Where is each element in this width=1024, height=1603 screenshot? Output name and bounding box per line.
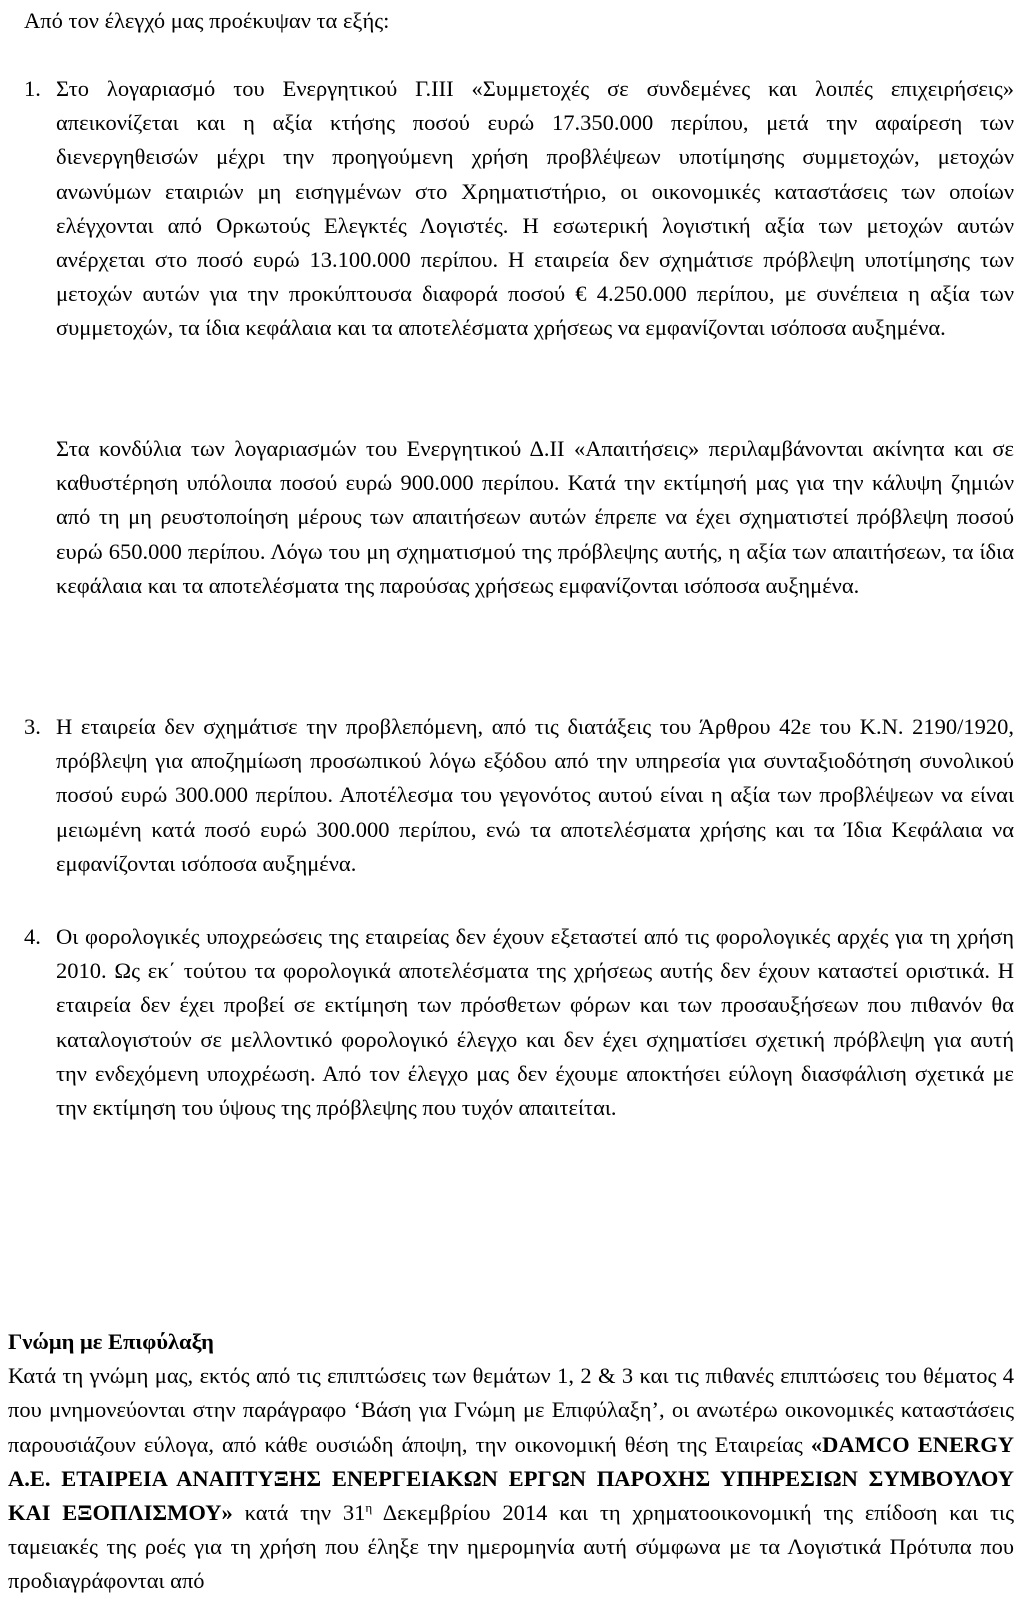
- finding-number: 1.: [24, 76, 41, 101]
- finding-item-1: [24, 72, 1014, 346]
- finding-text: Οι φορολογικές υποχρεώσεις της εταιρείας δεν έχουν εξεταστεί από τις φορολογικές αρχές για τη χρήση 2010. Ως εκ΄ τούτου τα φορολογικά αποτελέσματα της χρήσεως αυτής δεν έχουν καταστεί οριστικά. Η εταιρεία δεν έχει προβεί σε εκτίμηση των πρόσθετων φόρων και των προσαυξήσεων που πιθανόν θα καταλογιστούν σε μελλοντικό φορολογικό έλεγχο και δεν έχει σχηματίσει σχετική πρόβλεψη για αυτή την ενδεχόμενη υποχρέωση. Από τον έλεγχο μας δεν έχουμε αποκτήσει εύλογη διασφάλιση σχετικά με την εκτίμηση του ύψους της πρόβλεψης που τυχόν απαιτείται.: [56, 924, 1014, 1121]
- section-heading: Γνώμη με Επιφύλαξη: [8, 1329, 214, 1354]
- opinion-text-date: κατά την 31: [244, 1500, 366, 1526]
- opinion-paragraph: [8, 1359, 1014, 1598]
- intro-line: Από τον έλεγχό μας προέκυψαν τα εξής:: [24, 8, 390, 33]
- opinion-text-end: Δεκεμβρίου 2014 και τη χρηματοοικονομική της επίδοση και τις ταμειακές της ροές για τη χρήση που έληξε την ημερομηνία αυτή σύμφωνα με τα Λογιστικά Πρότυπα που προδιαγράφονται από: [8, 1500, 1014, 1594]
- finding-number: 3.: [24, 714, 41, 739]
- finding-item-2: Στα κονδύλια των λογαριασμών του Ενεργητικού Δ.ΙΙ «Απαιτήσεις» περιλαμβάνονται ακίνητα και σε καθυστέρηση υπόλοιπα ποσού ευρώ 900.000 περίπου. Κατά την εκτίμησή μας για την κάλυψη ζημιών από τη μη ρευστοποίηση μέρους των απαιτήσεων αυτών έπρεπε να έχει σχηματιστεί πρόβλεψη ποσού ευρώ 650.000 περίπου. Λόγω του μη σχηματισμού της πρόβλεψης αυτής, η αξία των απαιτήσεων, τα ίδια κεφάλαια και τα αποτελέσματα της παρούσας χρήσεως εμφανίζονται ισόποσα αυξημένα.: [56, 436, 1014, 598]
- qualified-opinion-section: [8, 1325, 1014, 1599]
- finding-item-4: [24, 920, 1014, 1125]
- finding-item-3: [24, 710, 1014, 881]
- finding-text: Στο λογαριασμό του Ενεργητικού Γ.ΙΙΙ «Συμμετοχές σε συνδεμένες και λοιπές επιχειρήσεις» απεικονίζεται και η αξία κτήσης ποσού ευρώ 17.350.000 περίπου, μετά την αφαίρεση των διενεργηθεισών μέχρι την προηγούμενη χρήση προβλέψεων υποτίμησης συμμετοχών, μετοχών ανωνύμων εταιριών μη εισηγμένων στο Χρηματιστήριο, οι οικονομικές καταστάσεις των οποίων ελέγχονται από Ορκωτούς Ελεγκτές Λογιστές. Η εσωτερική λογιστική αξία των μετοχών αυτών ανέρχεται στο ποσό ευρώ 13.100.000 περίπου. Η εταιρεία δεν σχημάτισε πρόβλεψη υποτίμησης των μετοχών αυτών για την προκύπτουσα διαφορά ποσού € 4.250.000 περίπου, με συνέπεια η αξία των συμμετοχών, τα ίδια κεφάλαια και τα αποτελέσματα χρήσεως να εμφανίζονται ισόποσα αυξημένα.: [56, 76, 1014, 341]
- company-name: «DAMCO ENERGY A.E. ΕΤΑΙΡΕΙΑ ΑΝΑΠΤΥΞΗΣ ΕΝΕΡΓΕΙΑΚΩΝ ΕΡΓΩΝ ΠΑΡΟΧΗΣ ΥΠΗΡΕΣΙΩΝ ΣΥΜΒΟΥΛΟΥ ΚΑΙ ΕΞΟΠΛΙΣΜΟΥ»: [8, 1431, 1015, 1526]
- opinion-text: Κατά τη γνώμη μας, εκτός από τις επιπτώσεις των θεμάτων 1, 2 & 3 και τις πιθανές επιπτώσεις του θέματος 4 που μνημονεύονται στην παράγραφο ‘Βάση για Γνώμη με Επιφύλαξη’, οι ανωτέρω οικονομικές καταστάσεις παρουσιάζουν εύλογα, από κάθε ουσιώδη άποψη, την οικονομική θέση της Εταιρείας: [8, 1363, 1014, 1457]
- finding-text: Η εταιρεία δεν σχημάτισε την προβλεπόμενη, από τις διατάξεις του Άρθρου 42ε του Κ.Ν. 2190/1920, πρόβλεψη για αποζημίωση προσωπικού λόγω εξόδου από την υπηρεσία για συνταξιοδότηση συνολικού ποσού ευρώ 300.000 περίπου. Αποτέλεσμα του γεγονότος αυτού είναι η αξία των προβλέψεων να είναι μειωμένη κατά ποσό ευρώ 300.000 περίπου, ενώ τα αποτελέσματα χρήσης και τα Ίδια Κεφάλαια να εμφανίζονται ισόποσα αυξημένα.: [56, 714, 1014, 876]
- finding-number: 4.: [24, 924, 41, 949]
- ordinal-suffix: η: [365, 1500, 373, 1516]
